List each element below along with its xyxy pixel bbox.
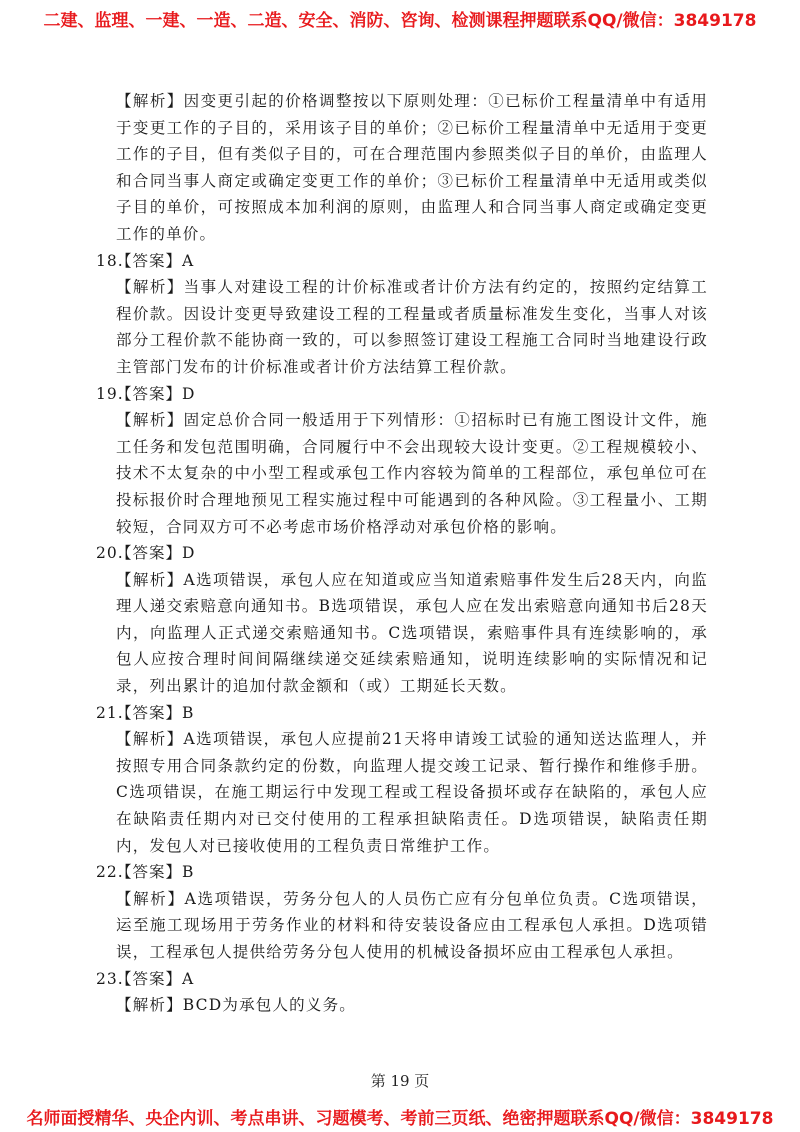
answer-22 [96, 859, 708, 886]
analysis-20: 【解析】A选项错误，承包人应在知道或应当知道索赔事件发生后28天内，向监理人递交索赔意向通知书。B选项错误，承包人应在发出索赔意向通知书后28天内，向监理人正式递交索赔通知书。C选项错误，索赔事件具有连续影响的，承包人应按合理时间间隔继续递交延续索赔通知，说明连续影响的实际情况和记录，列出累计的追加付款金额和（或）工期延长天数。 [116, 570, 708, 696]
page-content [96, 88, 708, 1019]
question-number: 22. [96, 863, 124, 882]
answer-text: 【答案】B [116, 863, 195, 882]
analysis-19: 【解析】固定总价合同一般适用于下列情形：①招标时已有施工图设计文件，施工任务和发包范围明确，合同履行中不会出现较大设计变更。②工程规模较小、技术不太复杂的中小型工程或承包工作内容较为简单的工程部位，承包单位可在投标报价时合理地预见工程实施过程中可能遇到的各种风险。③工程量小、工期较短，合同双方可不必考虑市场价格浮动对承包价格的影响。 [116, 411, 708, 536]
analysis-21: 【解析】A选项错误，承包人应提前21天将申请竣工试验的通知送达监理人，并按照专用合同条款约定的份数，向监理人提交竣工记录、暂行操作和维修手册。C选项错误，在施工期运行中发现工程或工程设备损坏或存在缺陷的，承包人应在缺陷责任期内对已交付使用的工程承担缺陷责任。D选项错误，缺陷责任期内，发包人对已接收使用的工程负责日常维护工作。 [116, 730, 708, 855]
question-number: 19. [96, 384, 124, 403]
analysis-17: 【解析】因变更引起的价格调整按以下原则处理：①已标价工程量清单中有适用于变更工作的子目的，采用该子目的单价；②已标价工程量清单中无适用于变更工作的子目，但有类似子目的，可在合理范围内参照类似子目的单价，由监理人和合同当事人商定或确定变更工作的单价；③已标价工程量清单中无适用或类似子目的单价，可按照成本加利润的原则，由监理人和合同当事人商定或确定变更工作的单价。 [116, 92, 708, 243]
bottom-banner: 名师面授精华、央企内训、考点串讲、习题模考、考前三页纸、绝密押题联系QQ/微信：3849178 [26, 1109, 774, 1129]
answer-text: 【答案】B [116, 703, 195, 722]
analysis-18: 【解析】当事人对建设工程的计价标准或者计价方法有约定的，按照约定结算工程价款。因设计变更导致建设工程的工程量或者质量标准发生变化，当事人对该部分工程价款不能协商一致的，可以参照签订建设工程施工合同时当地建设行政主管部门发布的计价标准或者计价方法结算工程价款。 [116, 278, 708, 376]
answer-text: 【答案】D [116, 384, 196, 403]
page-number: 第 19 页 [370, 1072, 430, 1090]
question-number: 23. [96, 969, 124, 988]
top-banner: 二建、监理、一建、一造、二造、安全、消防、咨询、检测课程押题联系QQ/微信：3849178 [43, 11, 757, 31]
answer-20 [96, 540, 708, 567]
question-number: 18. [96, 251, 124, 270]
answer-text: 【答案】A [116, 251, 195, 270]
analysis-23: 【解析】BCD为承包人的义务。 [116, 996, 356, 1015]
answer-18 [96, 248, 708, 275]
question-number: 21. [96, 703, 124, 722]
answer-23 [96, 966, 708, 993]
question-number: 20. [96, 544, 124, 563]
answer-21 [96, 700, 708, 727]
analysis-22: 【解析】A选项错误，劳务分包人的人员伤亡应有分包单位负责。C选项错误，运至施工现场用于劳务作业的材料和待安装设备应由工程承包人承担。D选项错误，工程承包人提供给劳务分包人使用的机械设备损坏应由工程承包人承担。 [116, 889, 708, 961]
answer-text: 【答案】A [116, 969, 195, 988]
answer-text: 【答案】D [116, 544, 196, 563]
answer-19 [96, 381, 708, 408]
